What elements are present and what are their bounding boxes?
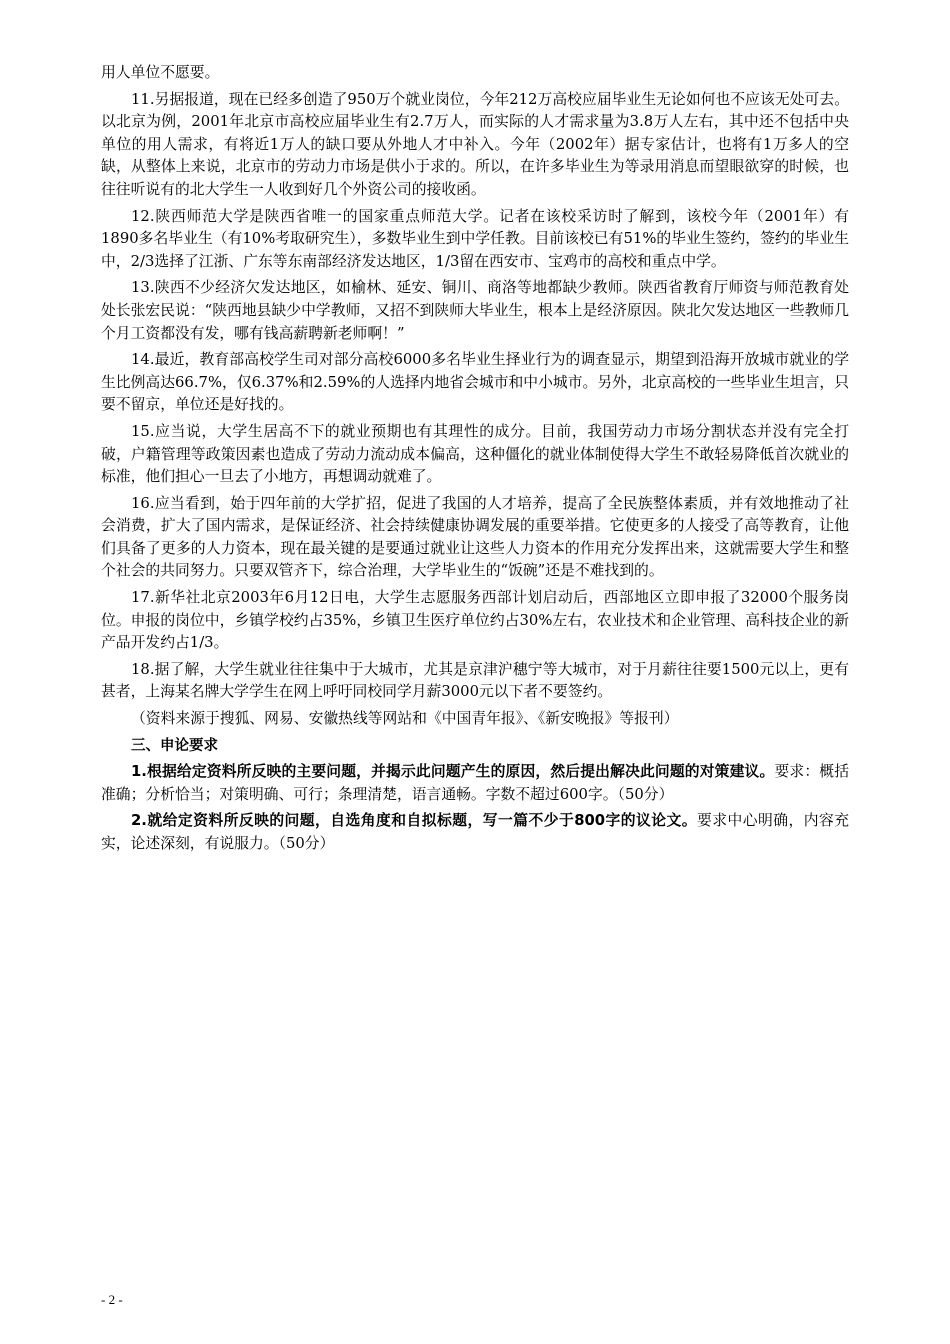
requirement-1-text: 要求：概括准确；分析恰当；对策明确、可行；条理清楚，语言通畅。字数不超过600字。（50分）	[101, 763, 849, 803]
page-number: - 2 -	[101, 1292, 123, 1307]
paragraph-11: 11.另据报道，现在已经多创造了950万个就业岗位，今年212万高校应届毕业生无论如何也不应该无处可去。以北京为例，2001年北京市高校应届毕业生有2.7万人，而实际的人才需求量为3.8万人左右，其中还不包括中央单位的用人需求，有将近1万人的缺口要从外地人才中补入。今年（2002年）据专家估计，也将有1万多人的空缺，从整体上来说，北京市的劳动力市场是供小于求的。所以，在许多毕业生为等录用消息而望眼欲穿的时候，也往往听说有的北大学生一人收到好几个外资公司的接收函。	[101, 90, 849, 198]
paragraph-18: 18.据了解，大学生就业往往集中于大城市，尤其是京津沪穗宁等大城市，对于月薪往往要1500元以上，更有甚者，上海某名牌大学学生在网上呼吁同校同学月薪3000元以下者不要签约。	[101, 660, 849, 701]
section-heading: 三、申论要求	[131, 737, 218, 754]
requirement-1-bold: 1.根据给定资料所反映的主要问题，并揭示此问题产生的原因，然后提出解决此问题的对策建议。	[131, 763, 775, 781]
paragraph-14: 14.最近，教育部高校学生司对部分高校6000多名毕业生择业行为的调查显示，期望到沿海开放城市就业的学生比例高达66.7%，仅6.37%和2.59%的人选择内地省会城市和中小城市。另外，北京高校的一些毕业生坦言，只要不留京，单位还是好找的。	[101, 351, 849, 414]
paragraph-16: 16.应当看到，始于四年前的大学扩招，促进了我国的人才培养，提高了全民族整体素质，并有效地推动了社会消费，扩大了国内需求，是保证经济、社会持续健康协调发展的重要举措。它使更多的人接受了高等教育，让他们具备了更多的人力资本，现在最关键的是要通过就业让这些人力资本的作用充分发挥出来，这就需要大学生和整个社会的共同努力。只要双管齐下，综合治理，大学毕业生的“饭碗”还是不难找到的。	[101, 494, 849, 580]
paragraph-17: 17.新华社北京2003年6月12日电，大学生志愿服务西部计划启动后，西部地区立即申报了32000个服务岗位。申报的岗位中，乡镇学校约占35%，乡镇卫生医疗单位约占30%左右，农业技术和企业管理、高科技企业的新产品开发约占1/3。	[101, 589, 849, 652]
requirement-2-bold: 2.就给定资料所反映的问题，自选角度和自拟标题，写一篇不少于800字的议论文。	[131, 812, 697, 830]
source-note: （资料来源于搜狐、网易、安徽热线等网站和《中国青年报》、《新安晚报》等报刊）	[131, 710, 679, 728]
paragraph-continuation: 用人单位不愿要。	[101, 64, 220, 81]
paragraph-13: 13.陕西不少经济欠发达地区，如榆林、延安、铜川、商洛等地都缺少教师。陕西省教育厅师资与师范教育处处长张宏民说：“陕西地县缺少中学教师，又招不到陕师大毕业生，根本上是经济原因。陕北欠发达地区一些教师几个月工资都没有发，哪有钱高薪聘新老师啊！”	[101, 279, 849, 342]
document-page	[101, 62, 849, 860]
paragraph-15: 15.应当说，大学生居高不下的就业预期也有其理性的成分。目前，我国劳动力市场分割状态并没有完全打破，户籍管理等政策因素也造成了劳动力流动成本偏高，这种僵化的就业体制使得大学生不敢轻易降低首次就业的标准，他们担心一旦去了小地方，再想调动就难了。	[101, 422, 849, 486]
paragraph-12: 12.陕西师范大学是陕西省唯一的国家重点师范大学。记者在该校采访时了解到，该校今年（2001年）有1890多名毕业生（有10%考取研究生），多数毕业生到中学任教。目前该校已有51%的毕业生签约，签约的毕业生中，2/3选择了江浙、广东等东南部经济发达地区，1/3留在西安市、宝鸡市的高校和重点中学。	[101, 207, 849, 270]
requirement-2-text: 要求中心明确，内容充实，论述深刻，有说服力。（50分）	[101, 812, 849, 852]
requirement-2	[101, 810, 849, 855]
requirement-1	[101, 761, 849, 806]
